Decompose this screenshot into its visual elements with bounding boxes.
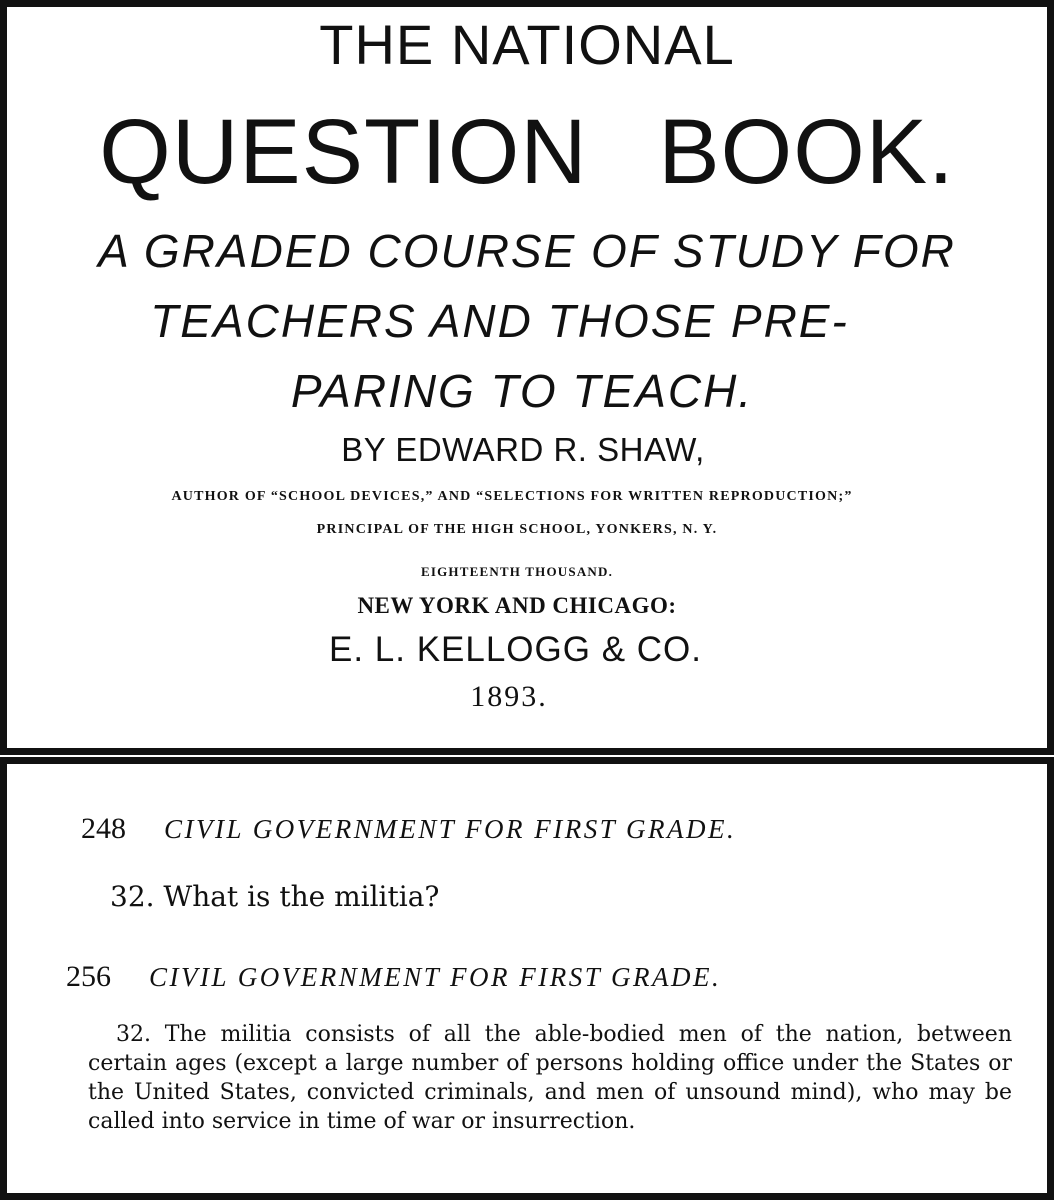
- militia-answer: 32. The militia consists of all the able-bodied men of the nation, between certain ages (except a large number of persons holding office under the States or the United States, convicted criminals, and men of unsound mind), who may be called into service in time of war or insurrection.: [88, 1022, 1012, 1134]
- question-page-running-head: [81, 812, 736, 846]
- subtitle-line-2: TEACHERS AND THOSE PRE-: [150, 295, 849, 347]
- answer-page-title: CIVIL GOVERNMENT FOR FIRST GRADE.: [149, 962, 722, 992]
- edition-note: EIGHTEENTH THOUSAND.: [420, 564, 614, 579]
- publication-cities: NEW YORK AND CHICAGO:: [357, 593, 677, 618]
- publisher-name: E. L. KELLOGG & CO.: [328, 630, 703, 669]
- title-line-1: THE NATIONAL: [319, 13, 735, 76]
- author-credit-line-2: PRINCIPAL OF THE HIGH SCHOOL, YONKERS, N. Y.: [316, 522, 718, 537]
- title-line-2: QUESTION BOOK.: [99, 101, 955, 203]
- answer-page-running-head: [66, 960, 721, 994]
- subtitle-line-1: A GRADED COURSE OF STUDY FOR: [98, 225, 956, 277]
- author-credit-line-1: AUTHOR OF “SCHOOL DEVICES,” AND “SELECTIONS FOR WRITTEN REPRODUCTION;”: [171, 489, 853, 504]
- author-byline: BY EDWARD R. SHAW,: [341, 431, 705, 468]
- publication-year: 1893.: [470, 680, 548, 713]
- question-page-number: 248: [81, 812, 126, 845]
- question-page-title: CIVIL GOVERNMENT FOR FIRST GRADE.: [164, 814, 737, 844]
- militia-question: 32. What is the militia?: [110, 880, 440, 913]
- subtitle-line-3: PARING TO TEACH.: [290, 365, 754, 417]
- answer-page-number: 256: [66, 960, 111, 993]
